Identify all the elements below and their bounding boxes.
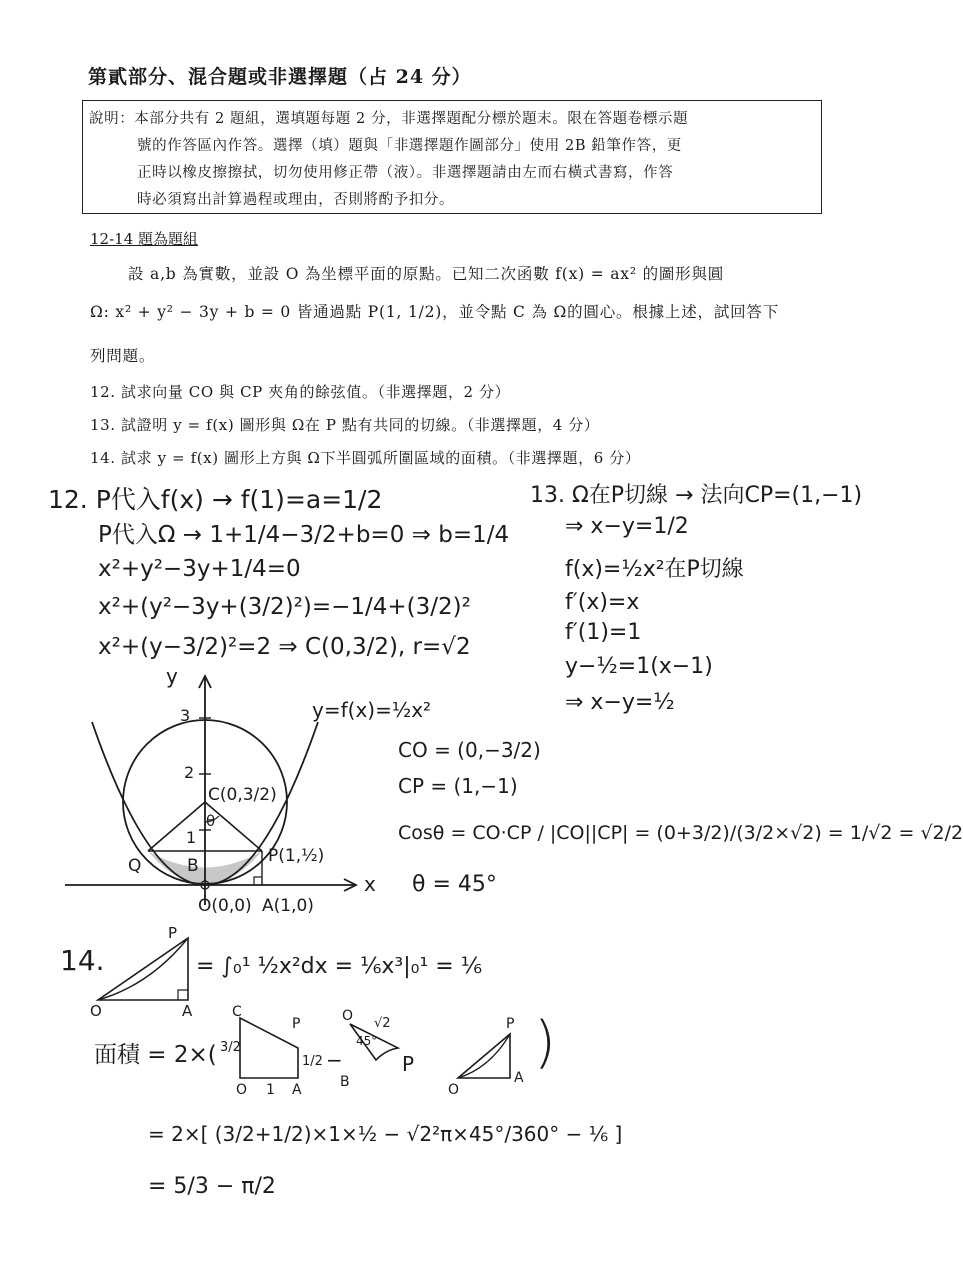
integral-line: = ∫₀¹ ½x²dx = ⅙x³|₀¹ = ⅙ xyxy=(196,954,483,979)
triangle-figure-2 xyxy=(458,1034,510,1078)
tick-label: 1 xyxy=(186,828,197,847)
answer12-line: x²+(y−3/2)²=2 ⇒ C(0,3/2), r=√2 xyxy=(98,634,471,660)
fig-label: O xyxy=(90,1002,102,1020)
tick-label: 2 xyxy=(184,763,195,782)
x-axis-label: x xyxy=(364,872,376,896)
instruction-line: 號的作答區內作答。選擇（填）題與「非選擇題作圖部分」使用 2B 鉛筆作答，更 xyxy=(137,138,682,154)
area-result-line: = 5/3 − π/2 xyxy=(148,1174,276,1199)
tri-label: O xyxy=(448,1082,460,1098)
sector-label: √2 xyxy=(374,1016,391,1031)
minus-sign: − xyxy=(326,1048,343,1072)
trap-label: P xyxy=(292,1016,301,1032)
question-13: 13. 試證明 y = f(x) 圖形與 Ω在 P 點有共同的切線。（非選擇題，4 分） xyxy=(90,416,600,434)
answer14-label: 14. xyxy=(60,944,105,977)
vector-line: CP = (1,−1) xyxy=(398,774,518,798)
fig-label: P xyxy=(168,924,178,942)
curve-label: y=f(x)=½x² xyxy=(312,698,432,722)
answer13-line: 13. Ω在P切線 → 法向CP=(1,−1) xyxy=(530,483,863,508)
theta-label: θ xyxy=(206,812,216,830)
trap-label: A xyxy=(292,1082,302,1098)
area-line: 面積 = 2×( xyxy=(94,1042,217,1068)
trapezoid-figure xyxy=(240,1016,301,1078)
answer12-line: P代入Ω → 1+1/4−3/2+b=0 ⇒ b=1/4 xyxy=(98,522,510,548)
theta-result: θ = 45° xyxy=(412,872,497,897)
instruction-line: 正時以橡皮擦擦拭，切勿使用修正帶（液）。非選擇題請由左而右橫式書寫，作答 xyxy=(137,165,674,181)
answer12-line: 12. P代入f(x) → f(1)=a=1/2 xyxy=(48,485,383,514)
origin-label: O(0,0) xyxy=(198,896,252,916)
section-title: 第貳部分、混合題或非選擇題（占 24 分） xyxy=(88,66,472,88)
trap-label: 1/2 xyxy=(302,1054,323,1069)
question-14: 14. 試求 y = f(x) 圖形上方與 Ω下半圓弧所圍區域的面積。（非選擇題，6 分） xyxy=(90,449,641,467)
tri-label: A xyxy=(514,1070,524,1086)
instruction-line: 時必須寫出計算過程或理由，否則將酌予扣分。 xyxy=(137,192,455,208)
answer12-line: x²+y²−3y+1/4=0 xyxy=(98,556,301,582)
problem-stem-line: Ω: x² + y² − 3y + b = 0 皆通過點 P(1, 1/2)，並令點 C 為 Ω的圓心。根據上述，試回答下 xyxy=(90,303,780,321)
point-q-label: Q xyxy=(128,856,142,876)
tri-label: P xyxy=(506,1016,515,1032)
answer13-line: ⇒ x−y=1/2 xyxy=(565,514,689,539)
paren-close: ) xyxy=(534,1010,556,1075)
answer13-line: f′(1)=1 xyxy=(565,620,642,645)
sector-label: P xyxy=(402,1052,415,1076)
triangle-figure xyxy=(98,938,188,1000)
point-b-label: B xyxy=(187,856,199,876)
answer13-line: ⇒ x−y=½ xyxy=(565,690,675,715)
fig-label: A xyxy=(182,1002,193,1020)
problem-stem-line: 列問題。 xyxy=(90,347,156,365)
y-axis-label: y xyxy=(166,664,178,688)
point-p-label: P(1,½) xyxy=(268,846,325,866)
trap-label: O xyxy=(236,1082,248,1098)
sector-label: O xyxy=(342,1008,354,1024)
center-label: C(0,3/2) xyxy=(208,785,277,805)
sector-label: 45° xyxy=(356,1034,378,1048)
cosine-line: Cosθ = CO·CP / |CO||CP| = (0+3/2)/(3/2×√2) = 1/√2 = √2/2 xyxy=(398,822,963,844)
answer13-line: f(x)=½x²在P切線 xyxy=(565,557,744,582)
trap-label: C xyxy=(232,1004,242,1020)
trap-label: 1 xyxy=(266,1082,275,1098)
question-12: 12. 試求向量 CO 與 CP 夾角的餘弦值。（非選擇題，2 分） xyxy=(90,383,511,401)
area-calc-line: = 2×[ (3/2+1/2)×1×½ − √2²π×45°/360° − ⅙ ] xyxy=(148,1122,623,1146)
answer13-line: f′(x)=x xyxy=(565,590,640,615)
point-a-label: A(1,0) xyxy=(262,896,314,916)
answer13-line: y−½=1(x−1) xyxy=(565,654,713,679)
group-label: 12-14 題為題組 xyxy=(90,230,199,248)
trap-label: 3/2 xyxy=(220,1040,241,1055)
tick-label: 3 xyxy=(180,706,191,725)
problem-stem-line: 設 a,b 為實數，並設 O 為坐標平面的原點。已知二次函數 f(x) = ax² 的圖形與圓 xyxy=(128,265,725,283)
right-angle-mark xyxy=(178,990,188,1000)
instruction-line: 說明：本部分共有 2 題組，選填題每題 2 分，非選擇題配分標於題末。限在答題卷標示題 xyxy=(89,111,689,127)
answer12-line: x²+(y²−3y+(3/2)²)=−1/4+(3/2)² xyxy=(98,594,471,620)
sector-label: B xyxy=(340,1074,350,1090)
vector-line: CO = (0,−3/2) xyxy=(398,738,541,762)
